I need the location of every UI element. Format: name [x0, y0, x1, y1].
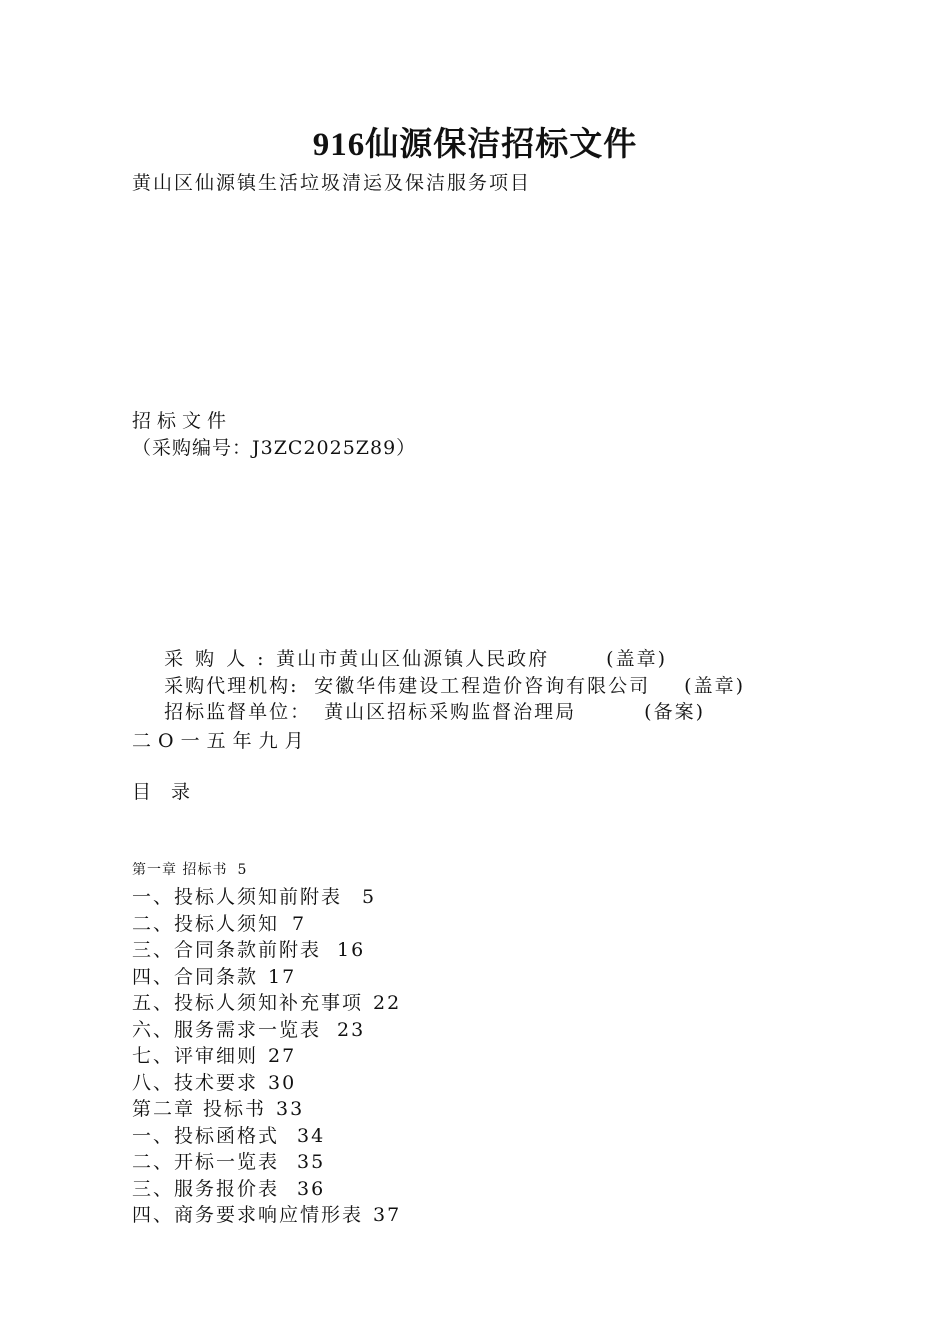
party-org: 黄山市黄山区仙源镇人民政府: [276, 648, 550, 670]
toc-entry[interactable]: [132, 1043, 401, 1070]
toc-entry[interactable]: [132, 911, 401, 938]
table-of-contents: [132, 856, 401, 1229]
document-label: 招标文件: [132, 410, 233, 432]
toc-entry-page: 16: [337, 939, 366, 961]
toc-entry-page: 30: [268, 1071, 297, 1094]
toc-entry-page: 36: [297, 1177, 326, 1200]
party-stamp: (盖章): [606, 648, 667, 670]
party-role: 采购代理机构:: [164, 675, 299, 697]
toc-entry-label: 五、投标人须知补充事项: [132, 992, 364, 1014]
toc-entry-label: 第二章 投标书: [132, 1098, 267, 1120]
toc-entry-page: 22: [373, 992, 402, 1014]
document-title: 916仙源保洁招标文件: [312, 127, 638, 163]
toc-entry-page: 34: [297, 1124, 326, 1147]
toc-entry[interactable]: [132, 1070, 401, 1097]
toc-entry-label: 四、合同条款: [132, 965, 259, 988]
toc-entry[interactable]: [132, 1149, 401, 1176]
toc-entry-page: 35: [297, 1151, 326, 1173]
toc-entry-label: 三、合同条款前附表: [132, 939, 322, 961]
toc-entry-label: 一、投标函格式: [132, 1124, 280, 1147]
toc-entry-label: 四、商务要求响应情形表: [132, 1204, 364, 1226]
party-stamp: (备案): [644, 701, 705, 723]
toc-entry-page: 33: [276, 1098, 305, 1120]
party-role: 采购人:: [164, 648, 276, 670]
toc-entry[interactable]: [132, 856, 401, 884]
toc-entry-page: 27: [268, 1045, 297, 1067]
toc-entry-label: 六、服务需求一览表: [132, 1018, 322, 1041]
toc-entry[interactable]: [132, 990, 401, 1017]
toc-entry-label: 第一章 招标书: [132, 862, 228, 878]
toc-entry-page: 5: [237, 862, 248, 878]
toc-entry[interactable]: [132, 1017, 401, 1044]
toc-entry-label: 七、评审细则: [132, 1045, 259, 1067]
toc-entry[interactable]: [132, 1123, 401, 1150]
toc-entry[interactable]: [132, 1096, 401, 1123]
toc-entry-page: 5: [362, 886, 377, 908]
toc-entry-label: 三、服务报价表: [132, 1177, 280, 1200]
toc-entry-page: 17: [268, 965, 297, 988]
toc-entry[interactable]: [132, 884, 401, 911]
procurement-number: （采购编号：J3ZC2025Z89）: [132, 437, 417, 459]
party-stamp: (盖章): [684, 675, 745, 697]
toc-entry-label: 二、投标人须知: [132, 912, 280, 935]
party-org: 安徽华伟建设工程造价咨询有限公司: [314, 675, 651, 697]
toc-entry-label: 一、投标人须知前附表: [132, 886, 343, 908]
toc-entry[interactable]: [132, 964, 401, 991]
toc-entry-page: 37: [373, 1204, 402, 1226]
toc-entry-label: 二、开标一览表: [132, 1151, 280, 1173]
toc-heading: 目录: [132, 781, 211, 803]
toc-entry-label: 八、技术要求: [132, 1071, 259, 1094]
party-org: 黄山区招标采购监督治理局: [324, 701, 577, 723]
toc-entry[interactable]: [132, 1202, 401, 1229]
toc-entry-page: 23: [337, 1018, 366, 1041]
project-subtitle: 黄山区仙源镇生活垃圾清运及保洁服务项目: [132, 172, 532, 194]
document-date: 二O一五年九月: [132, 730, 311, 752]
toc-entry-page: 7: [292, 912, 307, 935]
party-role: 招标监督单位：: [164, 701, 312, 723]
toc-entry[interactable]: [132, 937, 401, 964]
toc-entry[interactable]: [132, 1176, 401, 1203]
